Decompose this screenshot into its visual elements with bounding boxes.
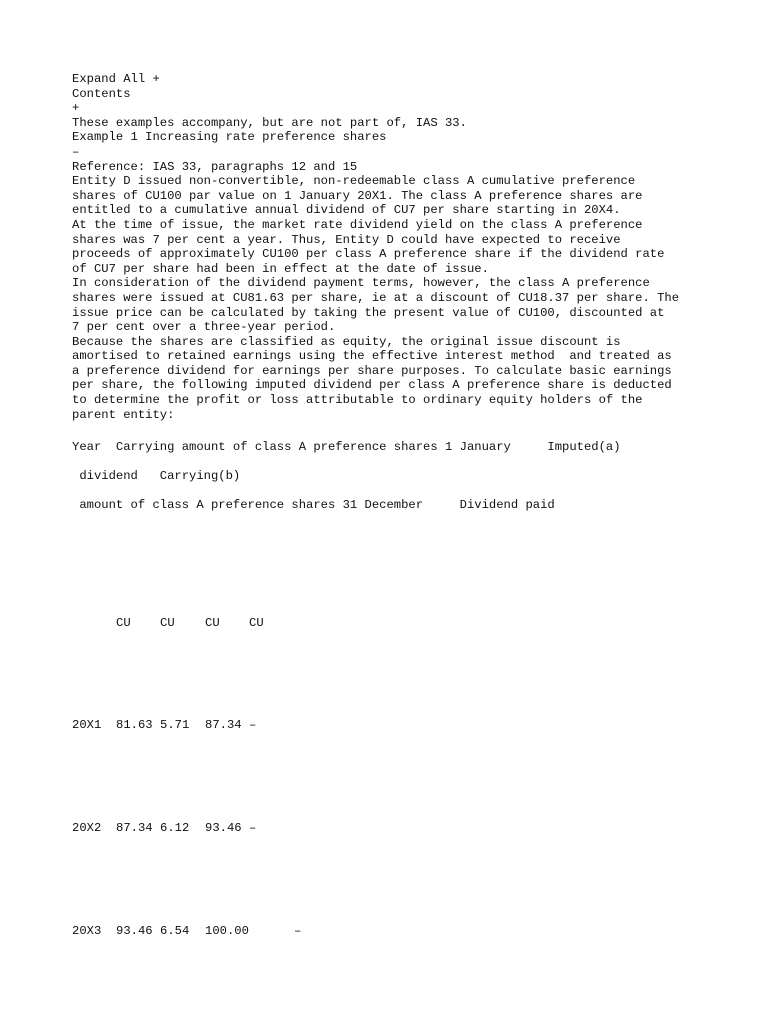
paragraph-line: per share, the following imputed dividend per class A preference share is deducted	[72, 378, 672, 393]
paragraph-line: amortised to retained earnings using the effective interest method and treated as	[72, 349, 672, 364]
year-cell: 20X3	[72, 924, 102, 938]
unit-cell: CU	[116, 616, 131, 630]
paragraph-line: to determine the profit or loss attributable to ordinary equity holders of the	[72, 393, 643, 408]
paragraph-line: entitled to a cumulative annual dividend of CU7 per share starting in 20X4.	[72, 203, 621, 218]
year-cell: 20X1	[72, 718, 102, 732]
carrying-jan-cell: 81.63	[116, 718, 153, 732]
carrying-dec-cell: 87.34	[205, 718, 242, 732]
paragraph-line: issue price can be calculated by taking the present value of CU100, discounted at	[72, 305, 665, 320]
paragraph-line: of CU7 per share had been in effect at the date of issue.	[72, 261, 489, 276]
paragraph-line: shares of CU100 par value on 1 January 20X1. The class A preference shares are	[72, 188, 643, 203]
paragraph-line: shares was 7 per cent a year. Thus, Entity D could have expected to receive	[72, 232, 621, 247]
dividend-paid-cell: –	[249, 821, 257, 835]
carrying-dec-cell: 93.46	[205, 821, 242, 835]
imputed-dividend-cell: 6.12	[160, 821, 190, 835]
contents-link[interactable]: Contents	[72, 86, 131, 101]
table-header-line-3: amount of class A preference shares 31 December Dividend paid	[72, 498, 555, 512]
document-body	[72, 72, 712, 422]
unit-cell: CU	[205, 616, 220, 630]
year-cell: 20X2	[72, 821, 102, 835]
carrying-jan-cell: 87.34	[116, 821, 153, 835]
paragraph-line: Entity D issued non-convertible, non-redeemable class A cumulative preference	[72, 174, 636, 189]
imputed-dividend-cell: 6.54	[160, 924, 190, 938]
table-header-line-1: Year Carrying amount of class A preference shares 1 January Imputed(a)	[72, 440, 621, 454]
paragraph-line: In consideration of the dividend payment terms, however, the class A preference	[72, 276, 650, 291]
unit-cell: CU	[160, 616, 175, 630]
intro-text: These examples accompany, but are not part of, IAS 33.	[72, 115, 467, 130]
example-collapse-toggle[interactable]: –	[72, 144, 80, 159]
carrying-dec-cell: 100.00	[205, 924, 249, 938]
unit-cell: CU	[249, 616, 264, 630]
dividend-paid-cell: –	[249, 718, 257, 732]
paragraph-line: shares were issued at CU81.63 per share, ie at a discount of CU18.37 per share. The	[72, 290, 680, 305]
carrying-jan-cell: 93.46	[116, 924, 153, 938]
paragraph-line: a preference dividend for earnings per share purposes. To calculate basic earnings	[72, 363, 672, 378]
paragraph-line: parent entity:	[72, 407, 175, 422]
paragraph-line: At the time of issue, the market rate dividend yield on the class A preference	[72, 217, 643, 232]
contents-toggle[interactable]: +	[72, 101, 80, 116]
example-title[interactable]: Example 1 Increasing rate preference shares	[72, 130, 387, 145]
reference-text: Reference: IAS 33, paragraphs 12 and 15	[72, 159, 358, 174]
imputed-dividend-cell: 5.71	[160, 718, 190, 732]
paragraph-line: Because the shares are classified as equity, the original issue discount is	[72, 334, 621, 349]
table-header-line-2: dividend Carrying(b)	[72, 469, 241, 483]
paragraph-line: proceeds of approximately CU100 per class A preference share if the dividend rate	[72, 247, 665, 262]
expand-all-link[interactable]: Expand All +	[72, 72, 160, 86]
dividend-paid-cell: –	[294, 924, 302, 938]
paragraph-line: 7 per cent over a three-year period.	[72, 320, 336, 335]
